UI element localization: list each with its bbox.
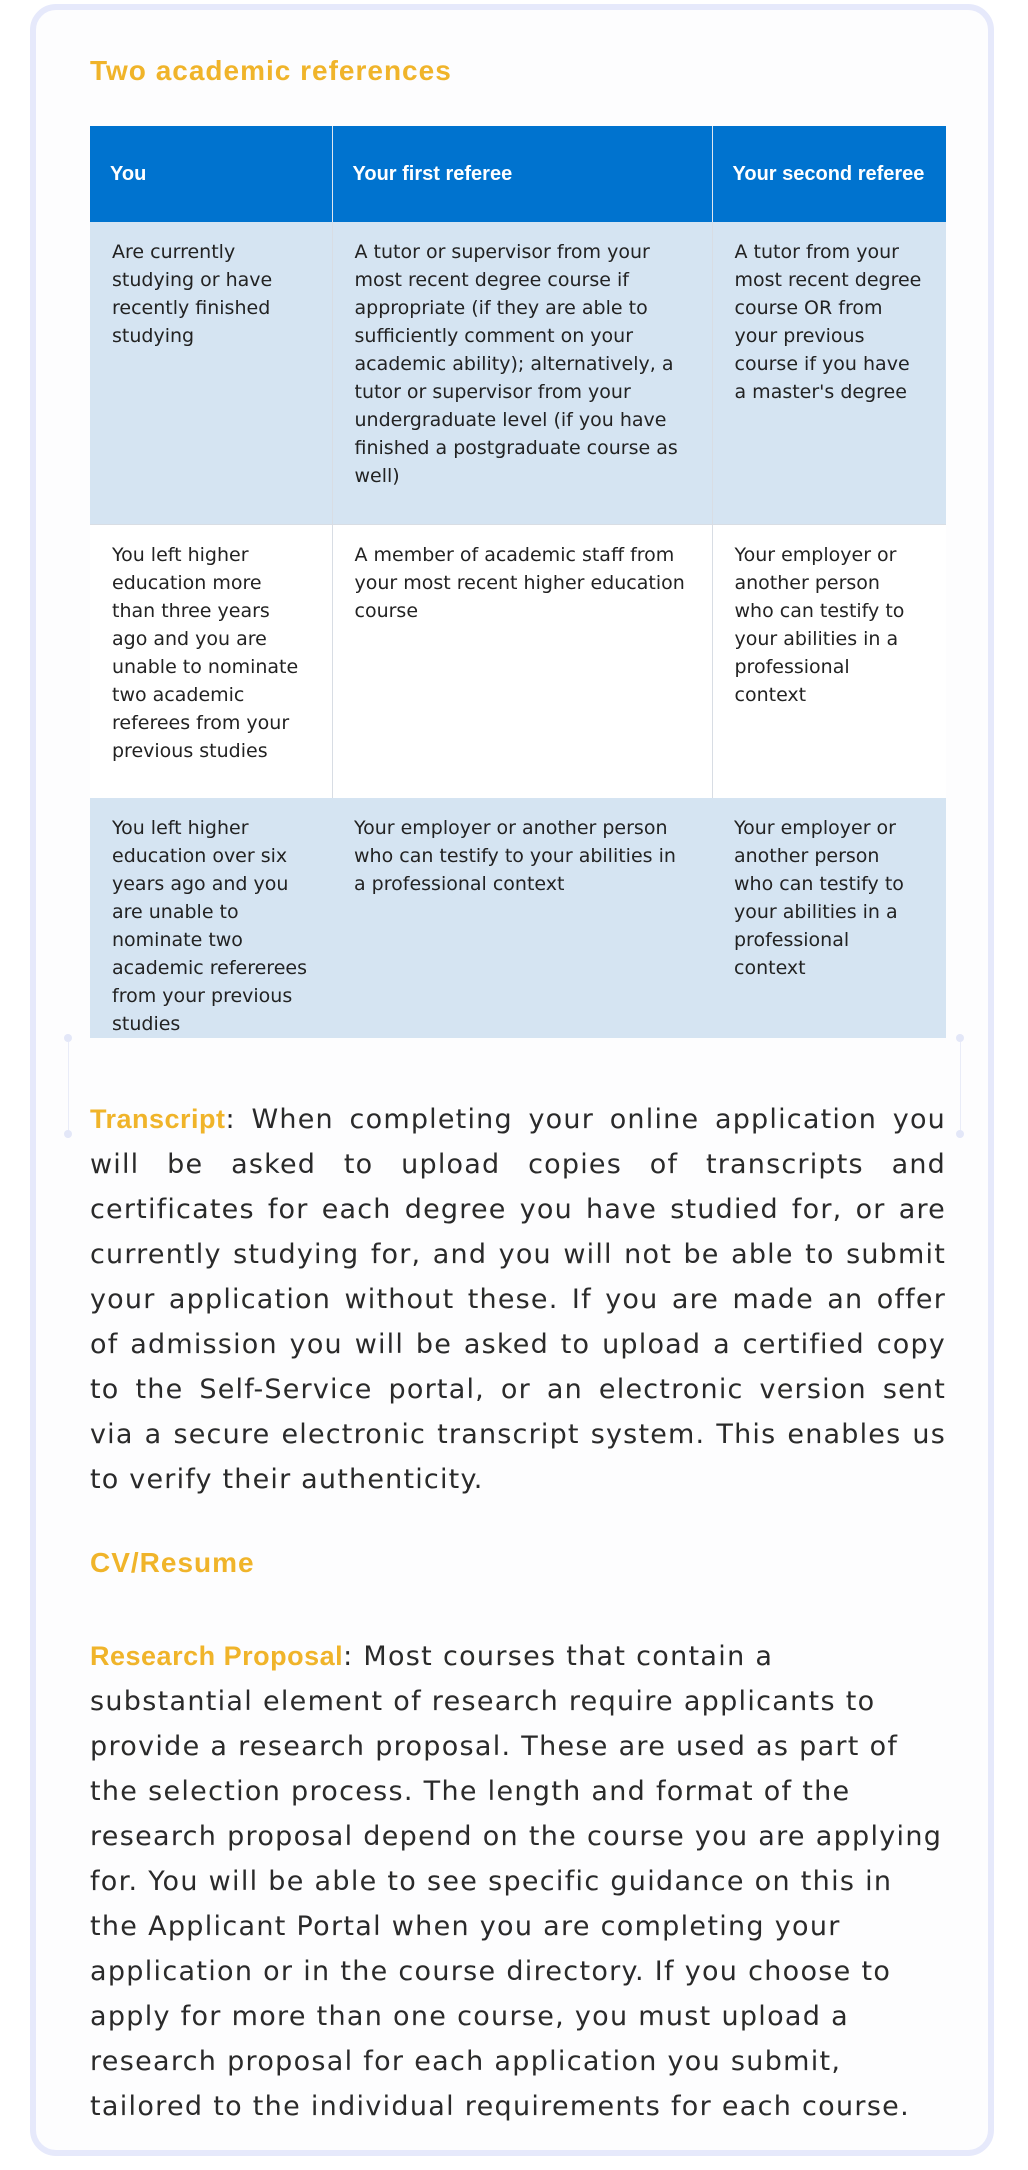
table-cell: A tutor from your most recent degree course OR from your previous course if you have a master's degree <box>712 222 946 524</box>
table-cell: A tutor or supervisor from your most recent degree course if appropriate (if they are able to sufficiently comment on your academic ability); alternatively, a tutor or supervisor from your undergraduate level (if you have finished a postgraduate course as well) <box>332 222 712 524</box>
table-cell: Are currently studying or have recently finished studying <box>90 222 332 524</box>
table-row <box>90 798 946 1038</box>
table-cell: A member of academic staff from your most recent higher education course <box>332 524 712 798</box>
table-cell: You left higher education over six years ago and you are unable to nominate two academic refererees from your previous studies <box>90 798 332 1038</box>
table-cell: You left higher education more than three years ago and you are unable to nominate two academic referees from your previous studies <box>90 524 332 798</box>
selection-handle <box>64 1130 72 1138</box>
research-proposal-label: Research Proposal <box>90 1641 344 1671</box>
column-header-first-referee: Your first referee <box>332 126 712 222</box>
selection-handle <box>956 1034 964 1042</box>
content-card <box>30 4 994 2156</box>
table-row <box>90 222 946 524</box>
research-proposal-paragraph <box>90 1634 946 2129</box>
selection-handle <box>956 1130 964 1138</box>
research-proposal-text: : Most courses that contain a substantial element of research require applicants to provide a research proposal. These are used as part of the selection process. The length and format of the research proposal depend on the course you are applying for. You will be able to see specific guidance on this in the Applicant Portal when you are completing your application or in the course directory. If you choose to apply for more than one course, you must upload a research proposal for each application you submit, tailored to the individual requirements for each course. <box>90 1641 943 2122</box>
table-header-row <box>90 126 946 222</box>
table-row <box>90 524 946 798</box>
selection-guide-left <box>68 1042 69 1138</box>
transcript-label: Transcript <box>90 1104 226 1134</box>
table-cell: Your employer or another person who can testify to your abilities in a professional context <box>712 798 946 1038</box>
cv-resume-heading: CV/Resume <box>90 1547 255 1578</box>
references-table <box>90 126 946 1038</box>
column-header-second-referee: Your second referee <box>712 126 946 222</box>
transcript-text: : When completing your online application you will be asked to upload copies of transcripts and certificates for each degree you have studied for, or are currently studying for, and you will not be able to submit your application without these. If you are made an offer of admission you will be asked to upload a certified copy to the Self-Service portal, or an electronic version sent via a secure electronic transcript system. This enables us to verify their authenticity. <box>90 1104 946 1495</box>
transcript-paragraph <box>90 1097 946 1502</box>
table-cell: Your employer or another person who can testify to your abilities in a professional context <box>332 798 712 1038</box>
table-cell: Your employer or another person who can testify to your abilities in a professional context <box>712 524 946 798</box>
selection-handle <box>64 1034 72 1042</box>
references-title: Two academic references <box>90 55 452 86</box>
column-header-you: You <box>90 126 332 222</box>
selection-guide-right <box>960 1042 961 1138</box>
